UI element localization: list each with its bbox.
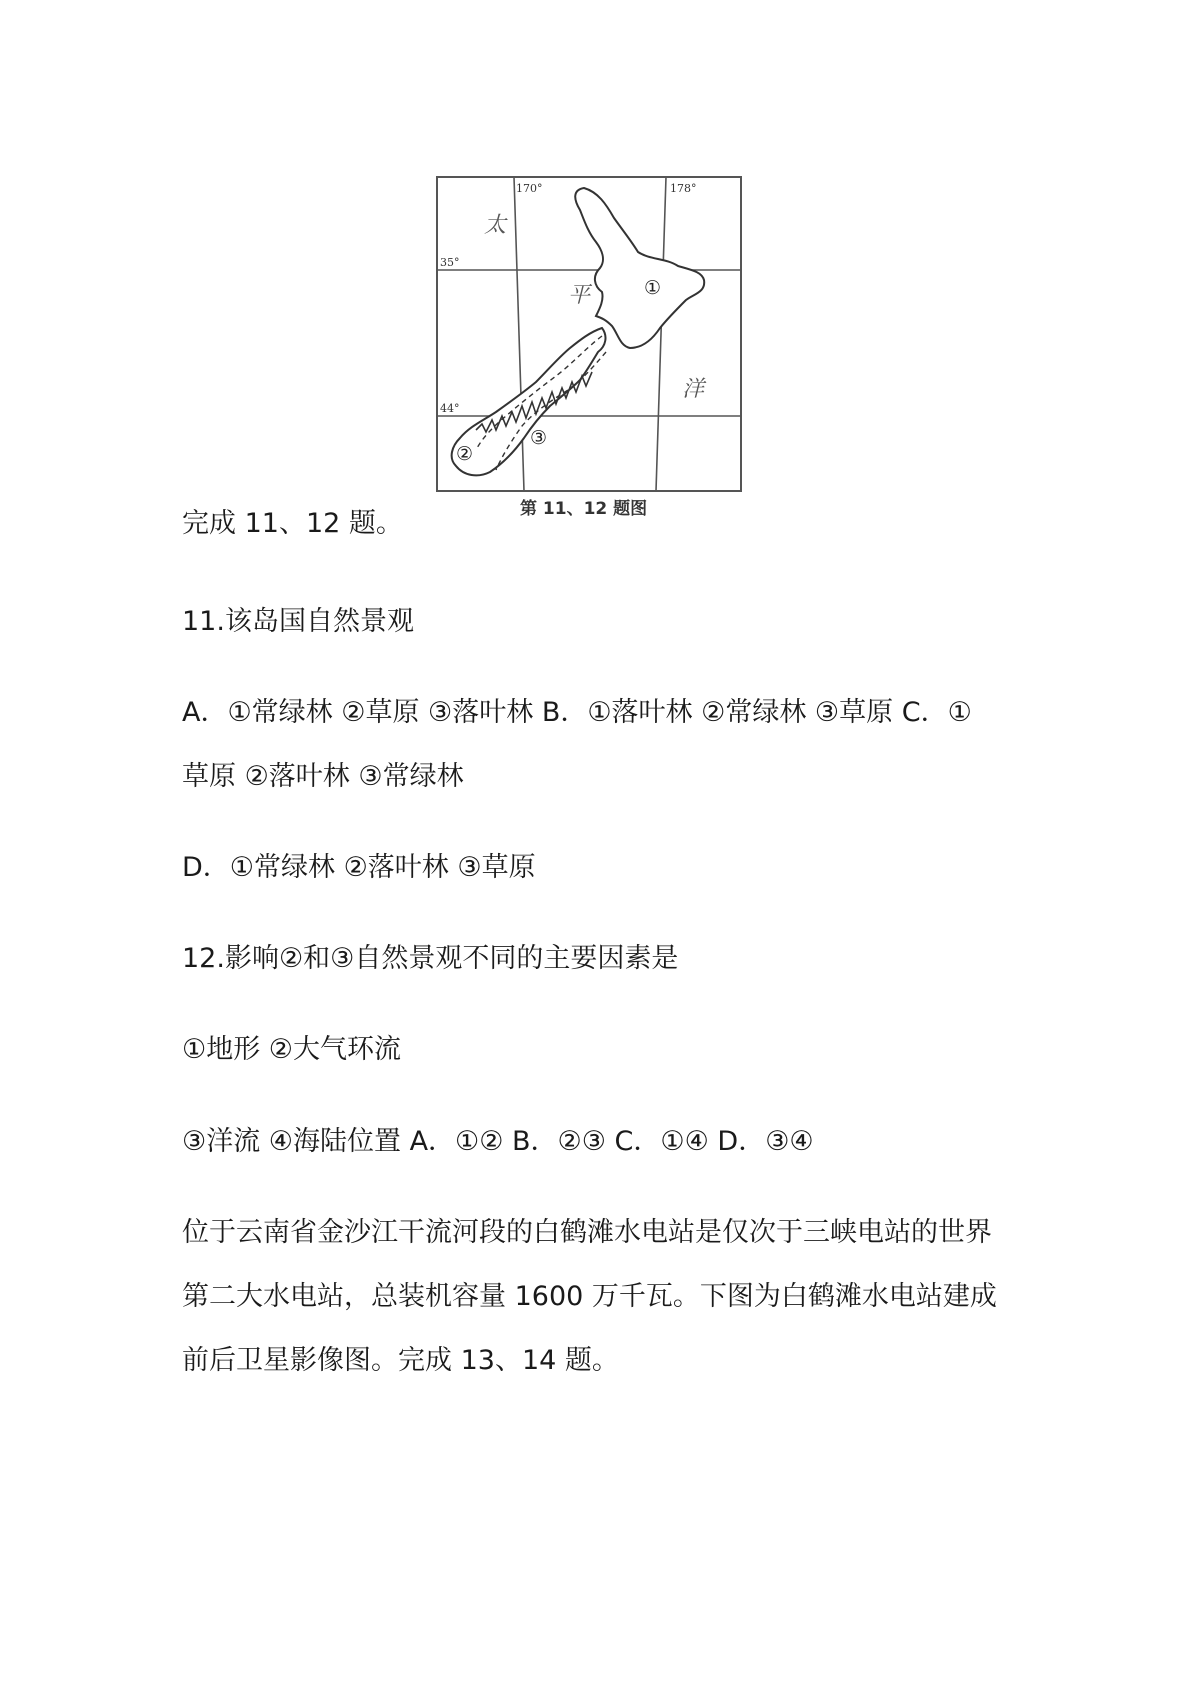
ocean-label: 洋 [682,377,705,402]
question-11-option-d: D．①常绿林 ②落叶林 ③草原 [182,852,536,883]
question-12-options: ③洋流 ④海陆位置 A．①② B．②③ C．①④ D．③④ [182,1126,814,1157]
longitude-label: 178° [670,182,697,195]
passage-line: 位于云南省金沙江干流河段的白鹤滩水电站是仅次于三峡电站的世界 [182,1217,992,1248]
question-11-options: A．①常绿林 ②草原 ③落叶林 B．①落叶林 ②常绿林 ③草原 C．① [182,697,972,728]
question-11-options-cont: 草原 ②落叶林 ③常绿林 [182,761,464,792]
question-12-stem: 12.影响②和③自然景观不同的主要因素是 [182,943,679,974]
latitude-label: 35° [440,256,460,269]
passage-line: 第二大水电站，总装机容量 1600 万千瓦。下图为白鹤滩水电站建成 [182,1281,997,1312]
passage-line: 前后卫星影像图。完成 13、14 题。 [182,1345,619,1376]
latitude-label: 44° [440,402,460,415]
instruction-line: 完成 11、12 题。 [182,508,403,539]
question-12-factors: ①地形 ②大气环流 [182,1034,401,1065]
question-11-stem: 11.该岛国自然景观 [182,606,414,637]
ocean-label: 太 [484,213,507,238]
new-zealand-map [436,176,742,492]
longitude-label: 170° [516,182,543,195]
ocean-label: 平 [568,283,591,308]
marker-1: ① [644,277,662,299]
figure-caption: 第 11、12 题图 [520,499,648,519]
marker-3: ③ [530,427,548,449]
marker-2: ② [456,443,474,465]
